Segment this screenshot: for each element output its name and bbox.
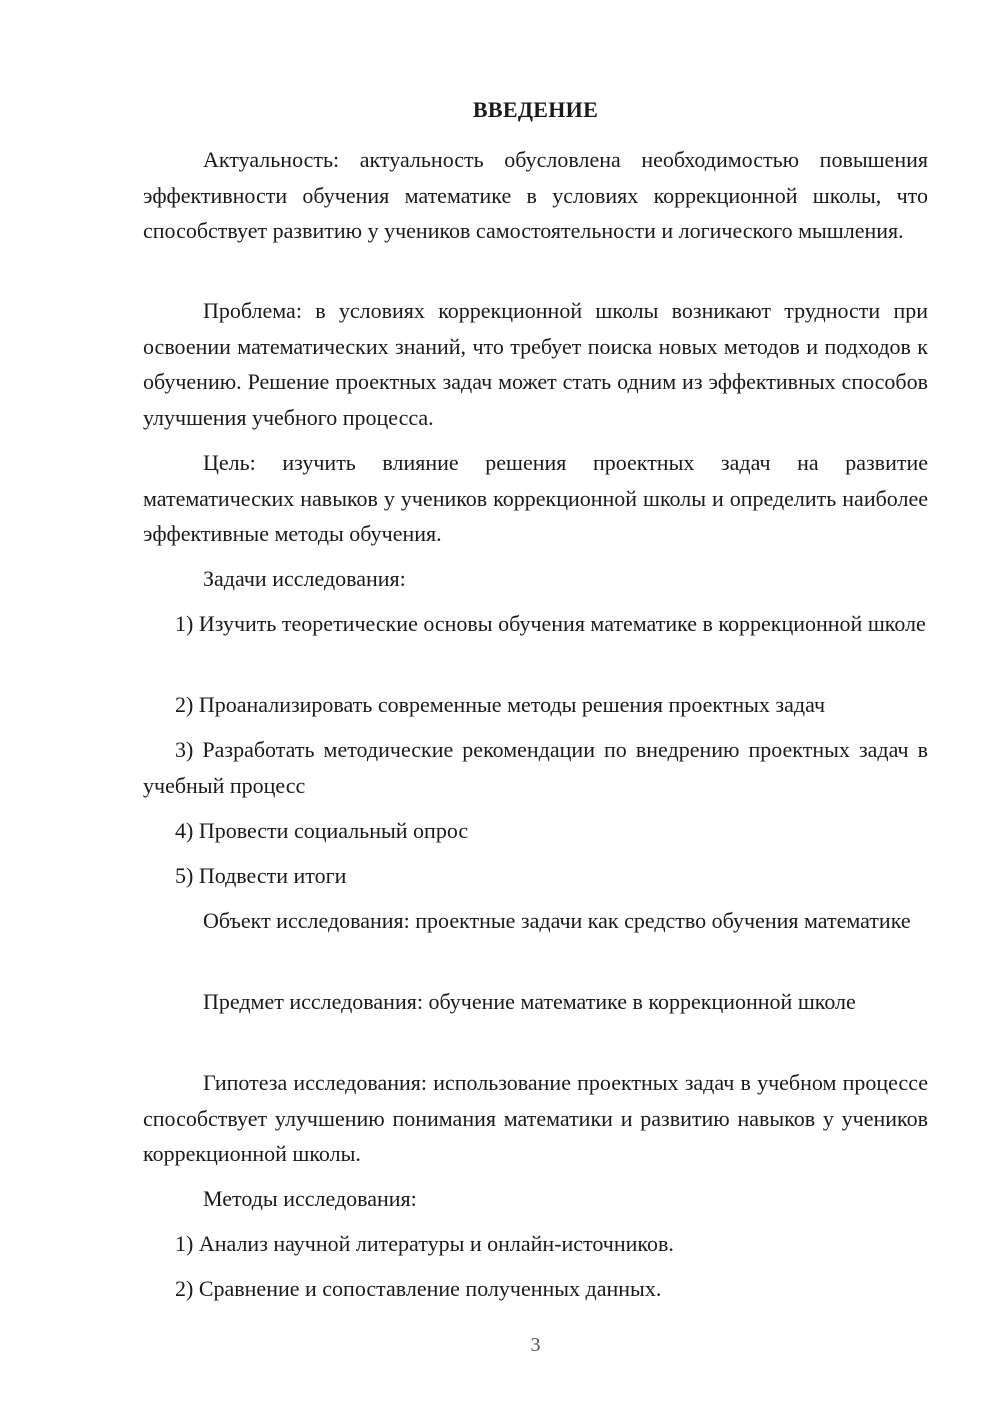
paragraph-goal: Цель: изучить влияние решения проектных задач на развитие математических навыков у учеников коррекционной школы и определить наиболее эффективные методы обучения. [143,450,928,546]
paragraph-object: Объект исследования: проектные задачи как средство обучения математике [203,908,911,933]
paragraph-methods-heading: Методы исследования: [203,1186,417,1211]
list-item-task-4: 4) Провести социальный опрос [175,818,469,843]
page-title: ВВЕДЕНИЕ [472,97,599,122]
list-item-method-2: 2) Сравнение и сопоставление полученных данных. [175,1276,662,1301]
document-page [143,0,928,1414]
paragraph-hypothesis: Гипотеза исследования: использование проектных задач в учебном процессе способствует улучшению понимания математики и развитию навыков у учеников коррекционной школы. [143,1070,928,1166]
paragraph-tasks-heading: Задачи исследования: [203,566,406,591]
page-number: 3 [530,1334,541,1356]
paragraph-relevance: Актуальность: актуальность обусловлена необходимостью повышения эффективности обучения математике в условиях коррекционной школы, что способствует развитию у учеников самостоятельности и логического мышления. [143,147,928,243]
list-item-task-3: 3) Разработать методические рекомендации по внедрению проектных задач в учебный процесс [143,737,928,798]
paragraph-subject: Предмет исследования: обучение математике в коррекционной школе [203,989,856,1014]
list-item-method-1: 1) Анализ научной литературы и онлайн-источников. [175,1231,674,1256]
list-item-task-2: 2) Проанализировать современные методы решения проектных задач [175,692,826,717]
list-item-task-5: 5) Подвести итоги [175,863,347,888]
list-item-task-1: 1) Изучить теоретические основы обучения математике в коррекционной школе [175,611,926,636]
paragraph-problem: Проблема: в условиях коррекционной школы возникают трудности при освоении математических знаний, что требует поиска новых методов и подходов к обучению. Решение проектных задач может стать одним из эффективных способов улучшения учебного процесса. [143,298,928,430]
